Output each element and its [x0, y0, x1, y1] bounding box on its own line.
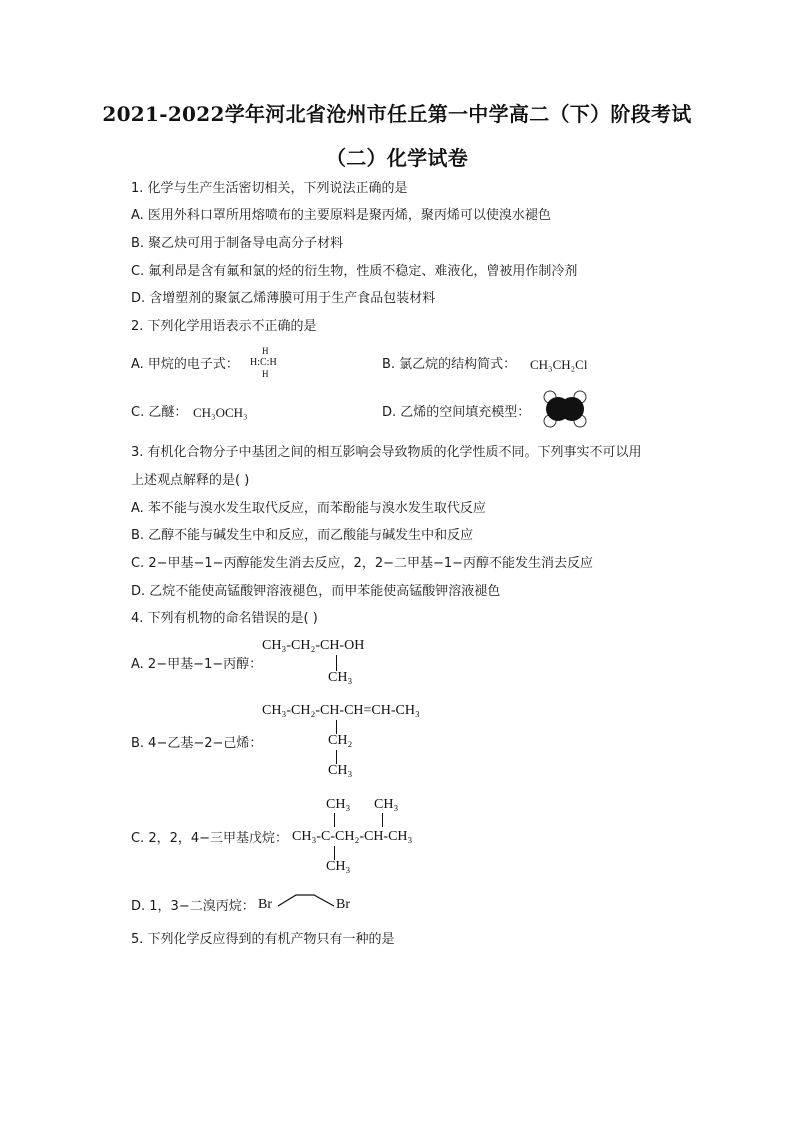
q2-option-b-formula: CH₃CH₂Cl	[530, 357, 588, 372]
q3-option-a: A. 苯不能与溴水发生取代反应，而苯酚能与溴水发生取代反应	[131, 501, 486, 516]
q1-option-c: C. 氟利昂是含有氟和氯的烃的衍生物，性质不稳定、难液化，曾被用作制冷剂	[131, 264, 578, 279]
q4-a-bond	[336, 655, 337, 671]
q4-c-bond-top1	[334, 813, 335, 827]
q1-option-d: D. 含增塑剂的聚氯乙烯薄膜可用于生产食品包装材料	[131, 291, 436, 306]
q4-d-br-left: Br	[258, 897, 272, 912]
q4-c-main-chain: CH₃-C-CH₂-CH-CH₃	[292, 829, 413, 844]
q5-stem: 5. 下列化学反应得到的有机产物只有一种的是	[131, 932, 395, 947]
q1-stem: 1. 化学与生产生活密切相关，下列说法正确的是	[131, 181, 408, 196]
exam-title-line2: （二）化学试卷	[325, 146, 469, 170]
q2-a-h-top: H	[262, 346, 269, 356]
q2-option-a-label: A. 甲烷的电子式：	[131, 357, 239, 372]
q4-option-a-label: A. 2−甲基−1−丙醇：	[131, 657, 263, 672]
q4-b-main-chain: CH₃-CH₂-CH-CH=CH-CH₃	[262, 703, 420, 718]
q4-option-c-label: C. 2，2，4−三甲基戊烷：	[131, 831, 289, 846]
q2-a-h-bottom: H	[262, 369, 269, 379]
q4-d-skeletal-chain	[278, 892, 338, 912]
q4-c-bond-bottom	[334, 846, 335, 860]
q2-option-c-formula: CH₃OCH₃	[193, 405, 248, 420]
q3-stem-line2: 上述观点解释的是( )	[131, 473, 250, 488]
q2-option-c-label: C. 乙醚：	[131, 405, 188, 420]
q4-c-bottom-methyl: CH₃	[326, 859, 351, 874]
q4-a-main-chain: CH₃-CH₂-CH-OH	[262, 638, 365, 653]
q4-b-branch1: CH₂	[328, 733, 353, 748]
q4-c-top-methyl-1: CH₃	[326, 797, 351, 812]
q3-stem-line1: 3. 有机化合物分子中基团之间的相互影响会导致物质的化学性质不同。下列事实不可以用	[131, 445, 642, 460]
q2-stem: 2. 下列化学用语表示不正确的是	[131, 319, 317, 334]
q4-stem: 4. 下列有机物的命名错误的是( )	[131, 611, 318, 626]
exam-title-line1: 2021-2022学年河北省沧州市任丘第一中学高二（下）阶段考试	[102, 102, 692, 126]
q2-option-b-label: B. 氯乙烷的结构简式：	[382, 357, 517, 372]
q4-b-bond1	[336, 720, 337, 734]
q4-option-d-label: D. 1，3−二溴丙烷：	[131, 899, 255, 914]
q1-option-b: B. 聚乙炔可用于制备导电高分子材料	[131, 236, 344, 251]
q4-d-br-right: Br	[336, 897, 350, 912]
q4-c-top-methyl-2: CH₃	[374, 797, 399, 812]
q2-option-d-label: D. 乙烯的空间填充模型：	[382, 405, 531, 420]
q4-c-bond-top2	[382, 813, 383, 827]
q4-b-bond2	[336, 750, 337, 764]
q3-option-d: D. 乙烷不能使高锰酸钾溶液褪色，而甲苯能使高锰酸钾溶液褪色	[131, 584, 501, 599]
q2-a-center: H:C:H	[250, 357, 277, 368]
q1-option-a: A. 医用外科口罩所用熔喷布的主要原料是聚丙烯，聚丙烯可以使溴水褪色	[131, 208, 551, 223]
q4-option-b-label: B. 4−乙基−2−己烯：	[131, 736, 263, 751]
q4-b-branch2: CH₃	[328, 763, 353, 778]
q4-a-branch: CH₃	[328, 670, 353, 685]
ethylene-space-filling-model	[540, 390, 590, 428]
q3-option-b: B. 乙醇不能与碱发生中和反应，而乙酸能与碱发生中和反应	[131, 528, 474, 543]
q3-option-c: C. 2−甲基−1−丙醇能发生消去反应，2，2−二甲基−1−丙醇不能发生消去反应	[131, 556, 594, 571]
